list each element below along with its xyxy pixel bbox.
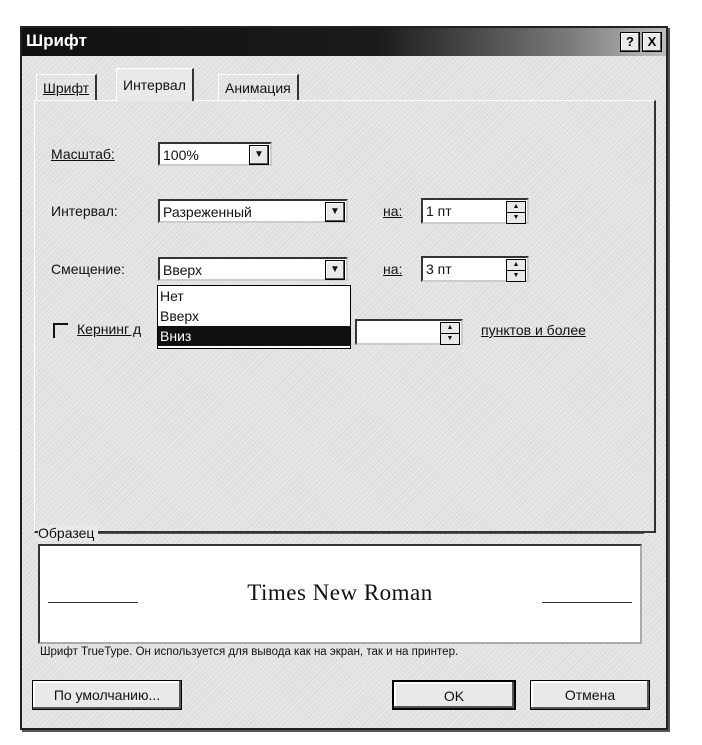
title-bar — [22, 28, 666, 56]
position-option-down[interactable]: Вниз — [158, 326, 350, 346]
scale-value: 100% — [163, 147, 199, 163]
preview-group-label: Образец — [38, 525, 98, 541]
scale-select[interactable] — [158, 142, 272, 166]
position-select[interactable] — [158, 257, 348, 281]
tab-spacing[interactable] — [116, 68, 194, 101]
spin-up-icon[interactable]: ▲ — [506, 259, 526, 271]
spin-up-icon[interactable]: ▲ — [440, 322, 460, 334]
position-dropdown-list — [157, 285, 351, 349]
default-button[interactable]: По умолчанию... — [32, 680, 182, 710]
cancel-button[interactable]: Отмена — [530, 680, 650, 710]
spacing-label: Интервал: — [51, 203, 118, 219]
chevron-down-icon[interactable]: ▼ — [325, 202, 345, 222]
position-label: Смещение: — [51, 261, 125, 277]
tab-animation-label: Анимация — [225, 80, 291, 96]
tab-font[interactable] — [36, 74, 97, 101]
tab-spacing-label: Интервал — [123, 77, 186, 93]
tab-font-label: Шрифт — [43, 80, 90, 96]
kerning-suffix: пунктов и более — [481, 322, 586, 338]
position-value: Вверх — [163, 262, 203, 278]
ok-button[interactable]: OK — [392, 680, 516, 710]
position-option-up[interactable]: Вверх — [160, 308, 200, 324]
baseline-right — [542, 602, 632, 603]
chevron-down-icon[interactable]: ▼ — [325, 260, 345, 280]
spin-down-icon[interactable]: ▼ — [440, 333, 460, 345]
font-dialog — [20, 26, 668, 730]
spacing-by-spinner[interactable] — [421, 198, 529, 224]
position-option-none[interactable]: Нет — [160, 288, 184, 304]
preview-note: Шрифт TrueType. Он используется для вывода как на экран, так и на принтер. — [40, 646, 459, 658]
spacing-by-value: 1 пт — [426, 203, 452, 219]
scale-label: Масштаб: — [51, 146, 115, 162]
kerning-label: Кернинг д — [77, 321, 142, 337]
spin-up-icon[interactable]: ▲ — [506, 201, 526, 213]
tab-animation[interactable] — [218, 74, 299, 101]
spin-down-icon[interactable]: ▼ — [506, 270, 526, 282]
position-by-label: на: — [383, 261, 403, 277]
spin-down-icon[interactable]: ▼ — [506, 212, 526, 224]
chevron-down-icon[interactable]: ▼ — [249, 145, 269, 165]
position-by-value: 3 пт — [426, 261, 452, 277]
close-button[interactable]: X — [642, 32, 662, 52]
kerning-spinner[interactable] — [355, 319, 463, 345]
spacing-by-label: на: — [383, 203, 403, 219]
kerning-checkbox[interactable] — [53, 323, 68, 338]
spacing-select[interactable] — [158, 199, 348, 223]
window-title: Шрифт — [26, 31, 87, 50]
position-by-spinner[interactable] — [421, 256, 529, 282]
preview-sample-text: Times New Roman — [247, 580, 433, 605]
group-divider — [38, 533, 644, 534]
spacing-value: Разреженный — [163, 204, 252, 220]
preview-box — [38, 544, 642, 644]
help-button[interactable]: ? — [620, 32, 640, 52]
tab-strip — [36, 68, 652, 102]
